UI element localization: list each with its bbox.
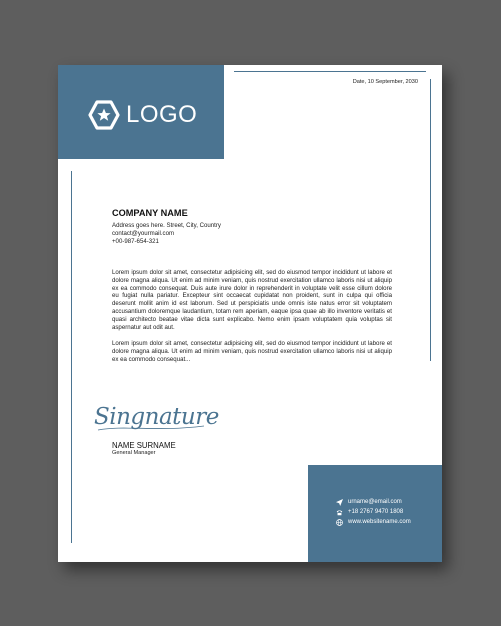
- company-email: contact@yourmail.com: [112, 230, 175, 238]
- letter-date: Date, 10 September, 2030: [352, 79, 418, 85]
- globe-icon: [336, 519, 343, 526]
- company-name: COMPANY NAME: [112, 208, 188, 218]
- signature-flourish: [96, 423, 206, 433]
- signature-script: Singnature: [94, 404, 219, 430]
- top-divider-line: [234, 71, 426, 72]
- footer-website-item: [336, 518, 411, 526]
- right-divider-line: [430, 79, 431, 361]
- company-contact: [112, 222, 221, 247]
- send-icon: [336, 499, 343, 506]
- left-divider-line: [71, 171, 72, 543]
- signer-title: General Manager: [112, 450, 156, 456]
- footer-contact-block: [308, 465, 442, 562]
- footer-email: urname@email.com: [348, 499, 402, 505]
- body-paragraph-1: Lorem ipsum dolor sit amet, consectetur adipisicing elit, sed do eiusmod tempor incididunt ut labore et dolore magna aliqua. Ut enim ad minim veniam, quis nostrud exercitation ullamco laboris nisi ut aliquip ex ea commodo consequat. Duis aute irure dolor in reprehenderit in voluptate velit esse cillum dolore eu fugiat nulla pariatur. Excepteur sint occaecat cupidatat non proident, sunt in culpa qui officia deserunt mollit anim id est laborum. Sed ut perspiciatis unde omnis iste natus error sit voluptatem accusantium doloremque laudantium, totam rem aperiam, eaque ipsa quae ab illo inventore veritatis et quasi architecto beatae vitae dicta sunt explicabo. Nemo enim ipsam voluptatem quia voluptas sit aspernatur aut odit aut.: [112, 269, 392, 331]
- star-hexagon-icon: [88, 99, 120, 131]
- footer-phone: +18 2767 9470 1808: [348, 509, 404, 515]
- footer-website: www.websitename.com: [348, 519, 411, 525]
- body-paragraph-2: Lorem ipsum dolor sit amet, consectetur adipisicing elit, sed do eiusmod tempor incididunt ut labore et dolore magna aliqua. Ut enim ad minim veniam, quis nostrud exercitation ullamco laboris nisi ut aliquip ex ea commodo consequat...: [112, 340, 392, 363]
- signer-name: NAME SURNAME: [112, 441, 176, 450]
- company-phone: +00-987-654-321: [112, 238, 159, 246]
- company-address: Address goes here. Street, City, Country: [112, 222, 221, 229]
- phone-icon: [336, 509, 343, 516]
- logo-block: [58, 65, 224, 159]
- logo-text: LOGO: [126, 101, 198, 128]
- footer-email-item: [336, 498, 402, 506]
- letterhead-page: [58, 65, 442, 562]
- footer-phone-item: [336, 508, 403, 516]
